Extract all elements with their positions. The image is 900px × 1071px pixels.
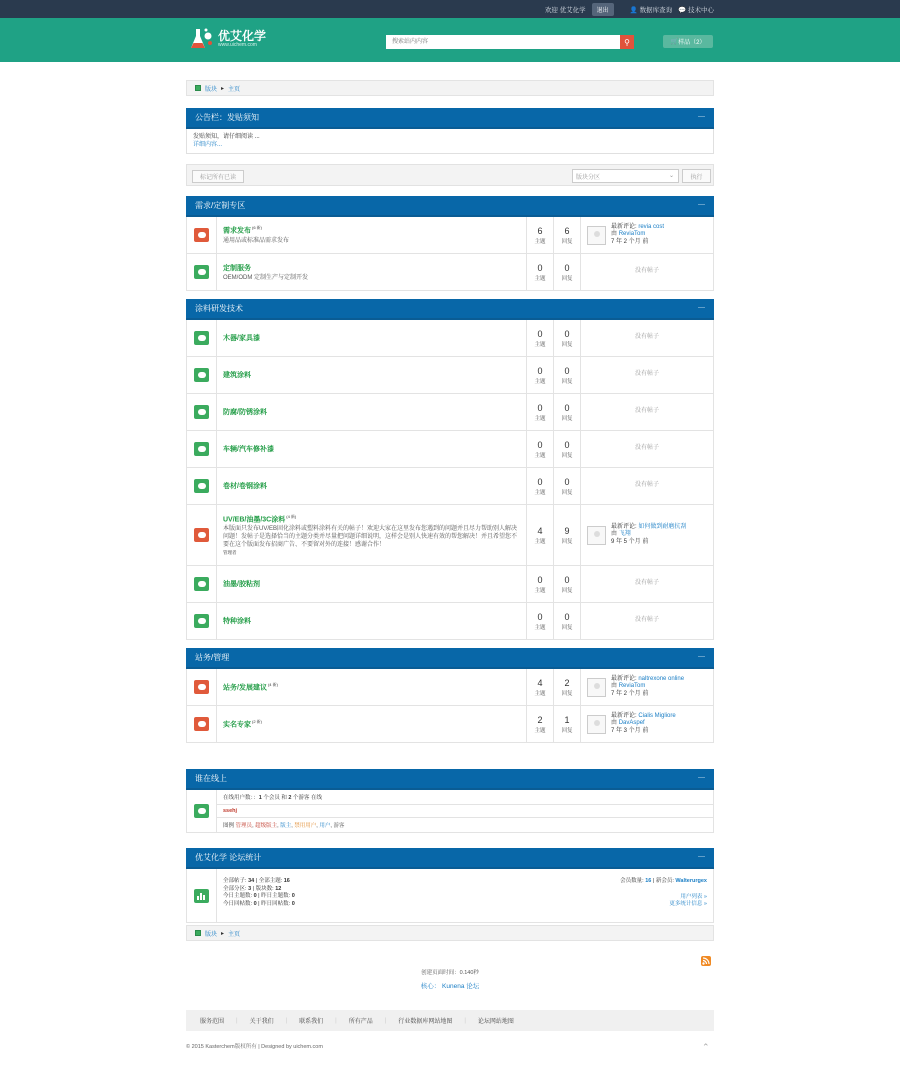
latest-label: 最新评论: (611, 223, 637, 230)
section-header[interactable] (186, 196, 714, 217)
avatar[interactable] (587, 526, 606, 545)
replies-count: 0 (564, 574, 570, 585)
cart-button[interactable]: 🛒 样品（2） (663, 35, 713, 48)
logo[interactable] (188, 27, 266, 51)
new-count: (4 新) (286, 513, 297, 519)
last-post-time: 7 年 2 个月 前 (611, 690, 649, 697)
forum-row (186, 669, 714, 706)
forum-row (186, 706, 714, 743)
forum-link[interactable]: 卷材/卷钢涂料 (223, 483, 267, 490)
replies-count: 0 (564, 402, 570, 413)
footer-nav-link[interactable]: 联系我们 (299, 1019, 324, 1025)
crumb-current[interactable]: 主页 (228, 86, 241, 93)
chat-bubble-icon (194, 577, 209, 591)
topics-count: 2 (537, 714, 543, 725)
chat-bubble-icon (194, 405, 209, 419)
footer-nav-link[interactable]: 行业数据库网站地图 (398, 1019, 453, 1025)
forum-sections (186, 196, 714, 743)
topics-label: 主题 (534, 275, 546, 282)
latest-label: 最新评论: (611, 523, 637, 530)
topics-label: 主题 (534, 690, 546, 697)
last-post-link[interactable]: Cialis Migliore (638, 712, 676, 719)
section-title: 需求/定制专区 (195, 201, 246, 210)
last-post (581, 320, 713, 356)
by-label: 由 (611, 531, 618, 538)
users-icon (194, 804, 209, 818)
last-post-link[interactable]: 如何做到耐磨抗刮 (638, 523, 687, 530)
footer-nav: 服务范围 | 关于我们 | 联系我们 | 所有产品 | 行业数据库网站地图 | 论坛网站地图 (186, 1010, 714, 1031)
forum-description: 通用品或标准品需求发布 (223, 237, 290, 244)
user-list-link[interactable]: 用户列表 » (680, 893, 707, 900)
chat-bubble-icon (194, 680, 209, 694)
last-post-time: 7 年 2 个月 前 (611, 238, 649, 245)
section-title: 站务/管理 (195, 653, 230, 662)
last-post-time: 7 年 3 个月 前 (611, 727, 649, 734)
topics-count: 0 (537, 574, 543, 585)
online-panel (186, 769, 714, 833)
replies-label: 回复 (561, 489, 573, 496)
legend-item: 管理员 (235, 823, 253, 829)
topics-count: 0 (537, 262, 543, 273)
forum-link[interactable]: 建筑涂料 (223, 372, 251, 379)
topics-count: 0 (537, 611, 543, 622)
copyright: © 2015 Kasterchem版权所有 | Designed by uichem.com (186, 1044, 323, 1050)
site-header (0, 18, 900, 62)
replies-count: 1 (564, 714, 570, 725)
stats-panel (186, 848, 714, 923)
replies-count: 0 (564, 476, 570, 487)
forum-section (186, 196, 714, 291)
forum-link[interactable]: 木器/家具漆 (223, 335, 260, 342)
new-count: (6 新) (252, 225, 262, 231)
flask-icon (188, 27, 214, 51)
legend-item: 用户 (319, 823, 331, 829)
topics-count: 6 (537, 225, 543, 236)
legend-item: 版主 (280, 823, 292, 829)
footer-nav-link[interactable]: 所有产品 (348, 1019, 373, 1025)
last-post (581, 669, 713, 705)
stats-title: 优艾化学 论坛统计 (195, 853, 262, 862)
last-post-time: 9 年 5 个月 前 (611, 538, 649, 545)
brand-url: www.uichem.com (218, 42, 257, 48)
brand-name: 优艾化学 (218, 29, 267, 43)
chat-bubble-icon (194, 368, 209, 382)
online-user-link[interactable]: ssehj (223, 808, 238, 814)
last-post (581, 357, 713, 393)
crumb-home[interactable]: 版块 (205, 931, 218, 938)
top-bar (0, 0, 900, 18)
forum-row (186, 357, 714, 394)
forum-description: 本版面只发布UV/EB固化涂料或塑料涂料有关的帖子！欢迎大家在这里发布您遇到的问题并且尽力帮助别人解决问题！发帖子是选择恰当的主题分类并尽量把问题详细说明，这样会是别人快速有效的帮您解决！并且希望您不要在这个版面发布招商广告、不要留对外的连接！感谢合作！ (223, 526, 518, 549)
last-post (581, 566, 713, 602)
forum-row (186, 431, 714, 468)
no-posts-label: 没有帖子 (634, 482, 659, 489)
forum-link[interactable]: 车辆/汽车修补漆 (223, 446, 274, 453)
forum-row (186, 320, 714, 357)
section-header[interactable] (186, 648, 714, 669)
crumb-current[interactable]: 主页 (228, 931, 241, 938)
search-icon[interactable]: ⚲ (620, 35, 634, 49)
chevron-down-icon: ⌄ (668, 173, 674, 179)
members-count-link[interactable]: 16 (645, 878, 652, 884)
go-button[interactable]: 执行 (682, 169, 711, 183)
replies-count: 0 (564, 611, 570, 622)
forum-row (186, 217, 714, 254)
legend-item: 游客 (333, 823, 345, 829)
search-bar (386, 35, 634, 49)
topics-label: 主题 (534, 415, 546, 422)
last-post (581, 254, 713, 290)
topics-count: 0 (537, 439, 543, 450)
forum-row (186, 394, 714, 431)
avatar[interactable] (587, 226, 606, 245)
newest-member-link[interactable]: Walterurgex (675, 878, 707, 884)
replies-count: 0 (564, 365, 570, 376)
forum-toolbar (186, 164, 714, 186)
avatar[interactable] (587, 678, 606, 697)
topics-count: 0 (537, 328, 543, 339)
notice-more-link[interactable]: 详细内容... (193, 142, 223, 148)
topics-label: 主题 (534, 238, 546, 245)
notice-title: 公告栏：发贴须知 (195, 113, 259, 122)
section-header[interactable] (186, 299, 714, 320)
mark-all-read-button[interactable]: 标记所有已读 (192, 170, 244, 183)
no-posts-label: 没有帖子 (634, 334, 659, 341)
footer-nav-link[interactable]: 关于我们 (249, 1019, 274, 1025)
forum-section (186, 299, 714, 640)
forum-link[interactable]: 防腐/防锈涂料 (223, 409, 267, 416)
powered-by (0, 981, 900, 990)
last-user-link[interactable]: 飞翔 (618, 531, 631, 538)
collapse-icon[interactable]: — (698, 774, 705, 781)
replies-label: 回复 (561, 378, 573, 385)
topics-label: 主题 (534, 452, 546, 459)
by-label: 由 (611, 720, 618, 727)
collapse-icon[interactable]: — (698, 653, 705, 660)
replies-count: 0 (564, 328, 570, 339)
replies-label: 回复 (561, 452, 573, 459)
collapse-icon[interactable]: — (698, 304, 705, 311)
replies-count: 0 (564, 262, 570, 273)
welcome-text: 欢迎 优艾化学 (544, 6, 586, 14)
breadcrumb: 版块 ▸ 主页 (186, 80, 714, 96)
last-post (581, 505, 713, 565)
topics-label: 主题 (534, 587, 546, 594)
breadcrumb-bottom: 版块 ▸ 主页 (186, 925, 714, 941)
forum-link[interactable]: 定制服务 (223, 264, 251, 272)
replies-count: 9 (564, 525, 570, 536)
forum-section (186, 648, 714, 743)
replies-count: 2 (564, 677, 570, 688)
topics-label: 主题 (534, 538, 546, 545)
notice-text: 发贴须知，请仔细阅读 ... (193, 134, 260, 140)
topics-count: 4 (537, 525, 543, 536)
legend-item: 禁用用户 (294, 823, 317, 829)
forum-row (186, 505, 714, 566)
forum-link[interactable]: 需求发布 (223, 227, 251, 235)
last-post (581, 217, 713, 253)
chat-bubble-icon (194, 265, 209, 279)
forum-row (186, 566, 714, 603)
replies-label: 回复 (561, 238, 573, 245)
avatar[interactable] (587, 715, 606, 734)
last-user-link[interactable]: ReviaTom (618, 231, 646, 238)
by-label: 由 (611, 683, 618, 690)
latest-label: 最新评论: (611, 675, 637, 682)
forum-link[interactable]: 特种涂料 (223, 618, 251, 625)
replies-label: 回复 (561, 727, 573, 734)
stats-left: 全部帖子: 34 | 全部主题: 16 全部分区: 3 | 版块数: 12 今日主题数: 0 | 昨日主题数: 0 今日回帖数: 0 | 昨日回帖数: 0 (223, 878, 295, 907)
footer-nav-link[interactable]: 论坛网站地图 (477, 1019, 514, 1025)
online-users (217, 805, 713, 818)
notice-panel (186, 108, 714, 154)
moderator-label: 管理者 (223, 550, 237, 556)
gen-time: 创建页面时间：0.140秒 (421, 970, 479, 976)
home-icon (195, 930, 201, 936)
kunena-link[interactable]: 核心： Kunena 论坛 (420, 983, 480, 990)
no-posts-label: 没有帖子 (634, 371, 659, 378)
no-posts-label: 没有帖子 (634, 445, 659, 452)
last-post (581, 431, 713, 467)
last-post (581, 706, 713, 742)
by-label: 由 (611, 231, 618, 238)
forum-link[interactable]: 实名专家 (223, 721, 251, 729)
online-legend: 图例 管理员, 超级版主, 版主, 禁用用户, 用户, 游客 (223, 823, 345, 829)
collapse-icon[interactable]: — (698, 853, 705, 860)
chart-icon (194, 889, 209, 903)
back-to-top-icon[interactable]: ⌃ (702, 1042, 710, 1052)
chat-bubble-icon (194, 717, 209, 731)
forum-link[interactable]: UV/EB/油墨/3C涂料 (223, 516, 286, 524)
topics-label: 主题 (534, 341, 546, 348)
forum-description: OEM/ODM 定制生产与定制开发 (223, 274, 308, 281)
no-posts-label: 没有帖子 (634, 408, 659, 415)
last-user-link[interactable]: DavAspef (618, 720, 645, 727)
replies-label: 回复 (561, 690, 573, 697)
chat-bubble-icon (194, 528, 209, 542)
chat-bubble-icon (194, 228, 209, 242)
replies-count: 6 (564, 225, 570, 236)
more-stats-link[interactable]: 更多统计信息 » (669, 901, 707, 907)
replies-label: 回复 (561, 415, 573, 422)
section-title: 涂料研发技术 (195, 304, 243, 313)
collapse-icon[interactable]: — (698, 113, 705, 120)
topics-label: 主题 (534, 624, 546, 631)
home-icon (195, 85, 201, 91)
support-link[interactable]: 💬 技术中心 (678, 6, 714, 14)
replies-label: 回复 (561, 538, 573, 545)
forum-link[interactable]: 站务/发展建议 (223, 684, 267, 692)
search-input[interactable] (386, 35, 620, 49)
last-post (581, 603, 713, 639)
last-user-link[interactable]: ReviaTom (618, 683, 646, 690)
replies-label: 回复 (561, 624, 573, 631)
last-post (581, 468, 713, 504)
last-post (581, 394, 713, 430)
collapse-icon[interactable]: — (698, 201, 705, 208)
topics-count: 4 (537, 677, 543, 688)
chat-bubble-icon (194, 331, 209, 345)
no-posts-label: 没有帖子 (634, 617, 659, 624)
forum-row (186, 468, 714, 505)
last-post-link[interactable]: revia cost (638, 223, 665, 230)
forum-link[interactable]: 油墨/胶粘剂 (223, 581, 260, 588)
forum-row (186, 603, 714, 640)
logout-button[interactable]: 退出 (592, 3, 614, 16)
chat-bubble-icon (194, 479, 209, 493)
online-title: 谁在线上 (195, 774, 227, 783)
forum-row (186, 254, 714, 291)
replies-label: 回复 (561, 275, 573, 282)
latest-label: 最新评论: (611, 712, 637, 719)
topics-count: 0 (537, 476, 543, 487)
chat-bubble-icon (194, 614, 209, 628)
topics-label: 主题 (534, 378, 546, 385)
topics-count: 0 (537, 402, 543, 413)
topics-label: 主题 (534, 727, 546, 734)
replies-label: 回复 (561, 587, 573, 594)
no-posts-label: 没有帖子 (634, 580, 659, 587)
section-select[interactable]: 版块分区 ⌄ (572, 169, 679, 183)
no-posts-label: 没有帖子 (634, 268, 659, 275)
replies-label: 回复 (561, 341, 573, 348)
rss-icon[interactable] (701, 956, 711, 966)
online-summary: 在线用户数：：1 个会员 和 2 个游客 在线 (217, 790, 713, 805)
last-post-link[interactable]: naltrexone online (638, 675, 685, 682)
db-link[interactable]: 👤 数据库查询 (629, 6, 673, 14)
stats-right: 会员数量: 16 | 新会员: Walterurgex 用户列表 » 更多统计信息 » (620, 878, 707, 907)
new-count: (4 新) (267, 681, 278, 687)
topics-label: 主题 (534, 489, 546, 496)
footer-nav-link[interactable]: 服务范围 (200, 1019, 225, 1025)
new-count: (2 新) (252, 718, 262, 724)
legend-item: 超级版主 (255, 823, 278, 829)
crumb-home[interactable]: 版块 (205, 86, 218, 93)
replies-count: 0 (564, 439, 570, 450)
chat-bubble-icon (194, 442, 209, 456)
topics-count: 0 (537, 365, 543, 376)
